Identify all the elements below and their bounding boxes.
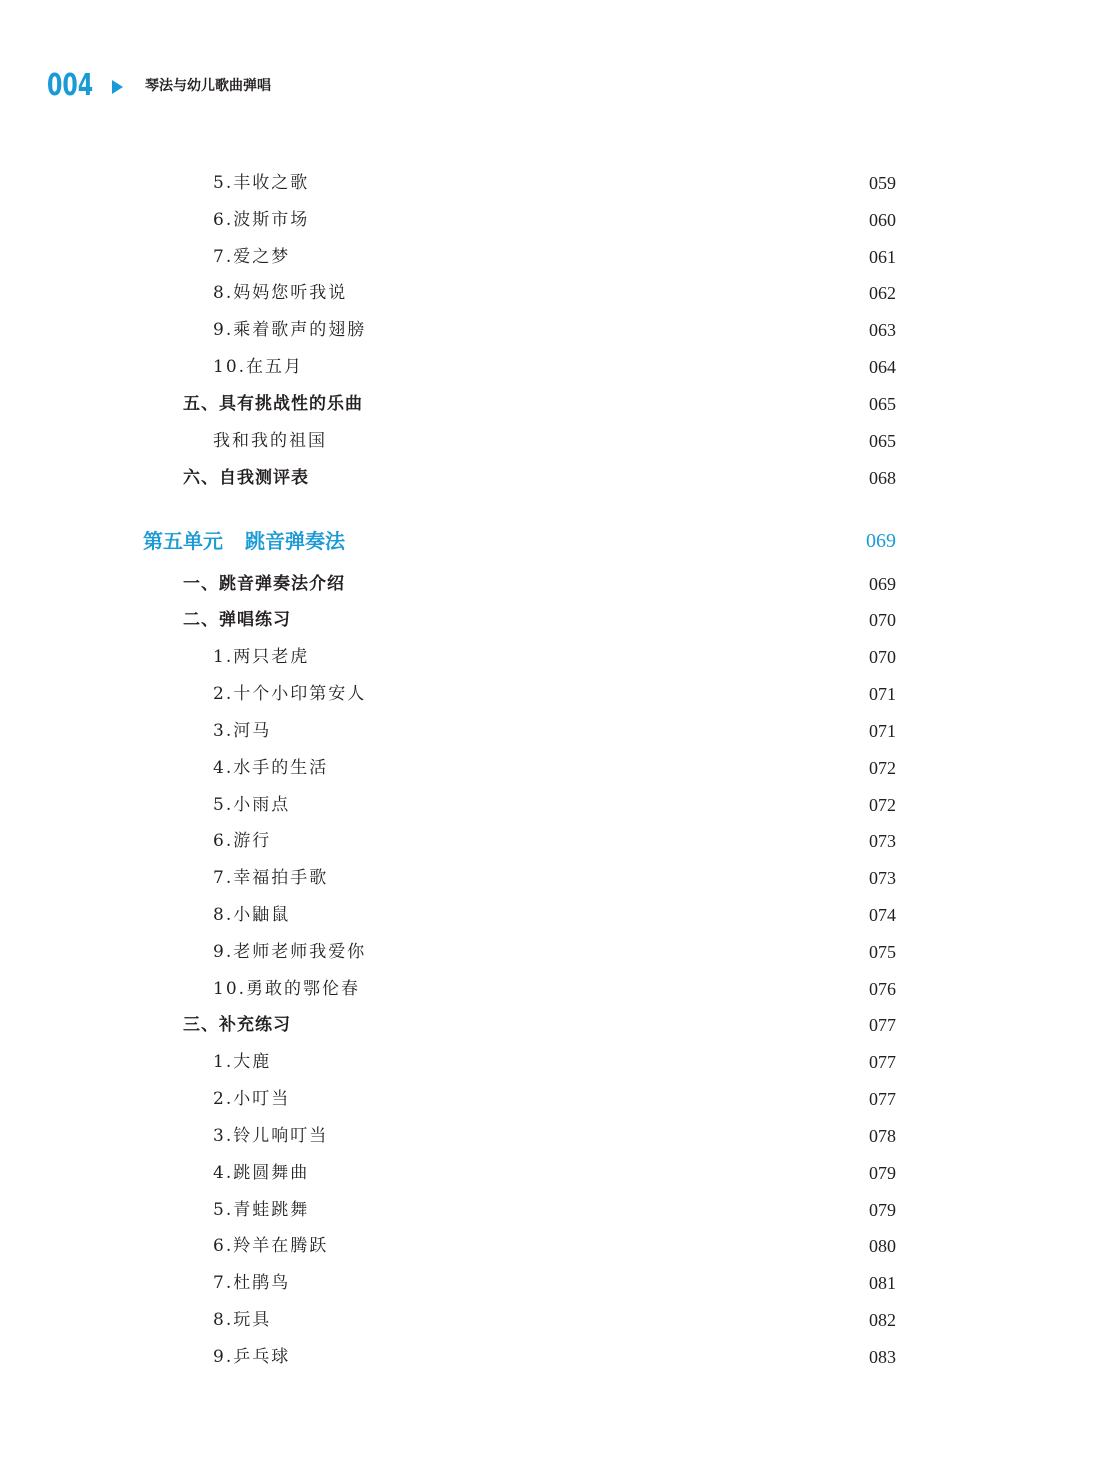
toc-section-page: 077 — [869, 1015, 896, 1035]
toc-entry[interactable] — [0, 352, 1100, 382]
toc-entry-title: 8.妈妈您听我说 — [213, 283, 348, 303]
toc-section[interactable] — [0, 569, 1100, 599]
toc-entry[interactable] — [0, 1305, 1100, 1335]
toc-entry[interactable] — [0, 1195, 1100, 1225]
toc-entry[interactable] — [0, 205, 1100, 235]
toc-entry[interactable] — [0, 1342, 1100, 1372]
toc-entry-title: 6.波斯市场 — [213, 210, 310, 230]
toc-section[interactable] — [0, 605, 1100, 635]
toc-entry-title: 9.乒乓球 — [213, 1347, 291, 1367]
toc-section-page: 069 — [869, 574, 896, 594]
toc-section-title: 六、自我测评表 — [183, 468, 309, 488]
unit-name: 跳音弹奏法 — [245, 529, 345, 553]
toc-entry-page: 072 — [869, 795, 896, 815]
toc-entry[interactable] — [0, 1047, 1100, 1077]
toc-entry[interactable] — [0, 278, 1100, 308]
triangle-arrow-icon — [112, 80, 123, 94]
toc-entry[interactable] — [0, 1158, 1100, 1188]
toc-entry-page: 080 — [869, 1236, 896, 1256]
toc-entry-page: 082 — [869, 1310, 896, 1330]
toc-section-title: 一、跳音弹奏法介绍 — [183, 574, 345, 594]
toc-entry-page: 065 — [869, 431, 896, 451]
toc-entry-page: 081 — [869, 1273, 896, 1293]
toc-entry[interactable] — [0, 716, 1100, 746]
toc-section-title: 二、弹唱练习 — [183, 610, 291, 630]
unit-number: 第五单元 — [143, 529, 223, 553]
toc-entry-title: 5.丰收之歌 — [213, 173, 310, 193]
toc-entry-title: 7.爱之梦 — [213, 247, 291, 267]
toc-entry-page: 063 — [869, 320, 896, 340]
toc-entry-page: 071 — [869, 684, 896, 704]
toc-section[interactable] — [0, 1010, 1100, 1040]
toc-entry-title: 3.铃儿响叮当 — [213, 1126, 329, 1146]
toc-entry[interactable] — [0, 790, 1100, 820]
toc-entry-title: 10.勇敢的鄂伦春 — [213, 979, 361, 999]
toc-section-title: 三、补充练习 — [183, 1015, 291, 1035]
toc-entry-page: 078 — [869, 1126, 896, 1146]
toc-entry-title: 2.十个小印第安人 — [213, 684, 367, 704]
toc-entry-page: 071 — [869, 721, 896, 741]
toc-entry-page: 079 — [869, 1163, 896, 1183]
toc-entry[interactable] — [0, 863, 1100, 893]
toc-entry-title: 我和我的祖国 — [213, 431, 327, 451]
toc-entry-title: 8.玩具 — [213, 1310, 272, 1330]
toc-entry-title: 9.老师老师我爱你 — [213, 942, 367, 962]
toc-entry-title: 7.幸福拍手歌 — [213, 868, 329, 888]
toc-entry-page: 073 — [869, 868, 896, 888]
toc-entry-page: 077 — [869, 1052, 896, 1072]
toc-entry-page: 064 — [869, 357, 896, 377]
toc-unit-title — [143, 526, 345, 556]
toc-entry[interactable] — [0, 315, 1100, 345]
toc-entry-page: 075 — [869, 942, 896, 962]
toc-entry-title: 3.河马 — [213, 721, 272, 741]
toc-entry-page: 060 — [869, 210, 896, 230]
toc-entry-page: 079 — [869, 1200, 896, 1220]
toc-unit-page: 069 — [866, 530, 896, 552]
toc-entry-page: 076 — [869, 979, 896, 999]
toc-entry-title: 5.小雨点 — [213, 795, 291, 815]
toc-section-page: 068 — [869, 468, 896, 488]
toc-entry[interactable] — [0, 426, 1100, 456]
toc-entry-page: 059 — [869, 173, 896, 193]
toc-entry-title: 1.大鹿 — [213, 1052, 272, 1072]
toc-entry-page: 070 — [869, 647, 896, 667]
book-title: 琴法与幼儿歌曲弹唱 — [145, 78, 271, 94]
toc-entry-title: 1.两只老虎 — [213, 647, 310, 667]
toc-entry-title: 6.游行 — [213, 831, 272, 851]
toc-entry-page: 073 — [869, 831, 896, 851]
toc-entry[interactable] — [0, 1084, 1100, 1114]
toc-entry-page: 083 — [869, 1347, 896, 1367]
toc-entry[interactable] — [0, 937, 1100, 967]
toc-entry-title: 4.水手的生活 — [213, 758, 329, 778]
toc-entry-page: 061 — [869, 247, 896, 267]
toc-section-page: 070 — [869, 610, 896, 630]
toc-entry-title: 6.羚羊在腾跃 — [213, 1236, 329, 1256]
toc-entry-title: 5.青蛙跳舞 — [213, 1200, 310, 1220]
toc-entry[interactable] — [0, 900, 1100, 930]
toc-entry[interactable] — [0, 826, 1100, 856]
toc-section[interactable] — [0, 463, 1100, 493]
toc-entry-page: 062 — [869, 283, 896, 303]
toc-entry[interactable] — [0, 242, 1100, 272]
toc-entry[interactable] — [0, 1268, 1100, 1298]
toc-section[interactable] — [0, 389, 1100, 419]
toc-entry-page: 072 — [869, 758, 896, 778]
toc-entry[interactable] — [0, 1121, 1100, 1151]
toc-section-page: 065 — [869, 394, 896, 414]
toc-entry-title: 2.小叮当 — [213, 1089, 291, 1109]
toc-unit-heading[interactable] — [0, 526, 1100, 556]
toc-entry-title: 8.小鼬鼠 — [213, 905, 291, 925]
toc-entry-page: 077 — [869, 1089, 896, 1109]
page-number: 004 — [47, 68, 94, 103]
toc-entry[interactable] — [0, 679, 1100, 709]
toc-entry-title: 9.乘着歌声的翅膀 — [213, 320, 367, 340]
toc-section-title: 五、具有挑战性的乐曲 — [183, 394, 363, 414]
toc-entry[interactable] — [0, 974, 1100, 1004]
toc-entry[interactable] — [0, 753, 1100, 783]
toc-entry[interactable] — [0, 1231, 1100, 1261]
toc-entry[interactable] — [0, 642, 1100, 672]
toc-entry-page: 074 — [869, 905, 896, 925]
toc-entry-title: 7.杜鹃鸟 — [213, 1273, 291, 1293]
toc-entry-title: 4.跳圆舞曲 — [213, 1163, 310, 1183]
toc-entry-title: 10.在五月 — [213, 357, 304, 377]
toc-entry[interactable] — [0, 168, 1100, 198]
